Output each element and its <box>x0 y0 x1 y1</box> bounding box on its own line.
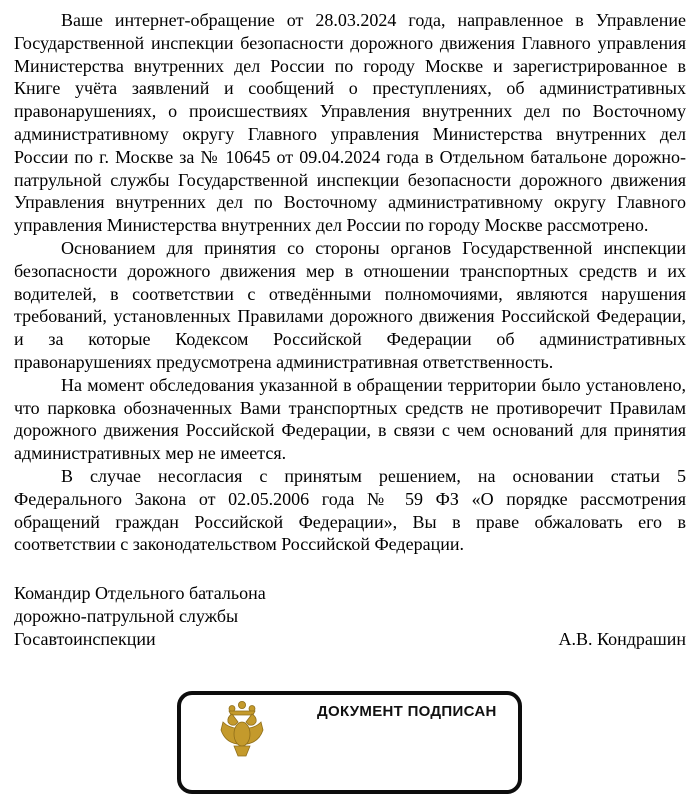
signature-row <box>14 628 686 651</box>
body-paragraph-2: Основанием для принятия со стороны органов Государственной инспекции безопасности дорожного движения мер в отношении транспортных средств и их водителей, в соответствии с отведёнными полномочиями, являются нарушения требований, установленных Правилами дорожного движения Российской Федерации, и за которые Кодексом Российской Федерации об административных правонарушениях предусмотрена административная ответственность. <box>14 237 686 372</box>
body-paragraph-3: На момент обследования указанной в обращении территории было установлено, что парковка обозначенных Вами транспортных средств не противоречит Правилам дорожного движения Российской Федерации, в связи с чем оснований для принятия административных мер не имеется. <box>14 374 686 464</box>
signatory-name: А.В. Кондрашин <box>558 629 686 650</box>
signature-title-line-3: Госавтоинспекции <box>14 629 156 650</box>
signature-block <box>14 582 686 651</box>
signature-title-line-2: дорожно-патрульной службы <box>14 606 239 627</box>
body-paragraph-1: Ваше интернет-обращение от 28.03.2024 года, направленное в Управление Государственной инспекции безопасности дорожного движения Главного управления Министерства внутренних дел России по городу Москве и зарегистрированное в Книге учёта заявлений и сообщений о преступлениях, об административных правонарушениях, о происшествиях Управления внутренних дел по Восточному административному округу Главного управления Министерства внутренних дел России по г. Москве за № 10645 от 09.04.2024 года в Отдельном батальоне дорожно-патрульной службы Государственной инспекции безопасности дорожного движения Управления внутренних дел по Восточному административному округу Главного управления Министерства внутренних дел России по городу Москве рассмотрено. <box>14 10 686 236</box>
coat-of-arms-icon <box>219 700 265 760</box>
stamp-title: ДОКУМЕНТ ПОДПИСАН <box>317 703 497 720</box>
body-paragraph-4: В случае несогласия с принятым решением, на основании статьи 5 Федерального Закона от 02.05.2006 года № 59 ФЗ «О порядке рассмотрения обращений граждан Российской Федерации», Вы в праве обжаловать его в соответствии с законодательством Российской Федерации. <box>14 465 686 555</box>
signature-title-line-1: Командир Отдельного батальона <box>14 583 266 604</box>
signature-stamp <box>177 691 522 794</box>
